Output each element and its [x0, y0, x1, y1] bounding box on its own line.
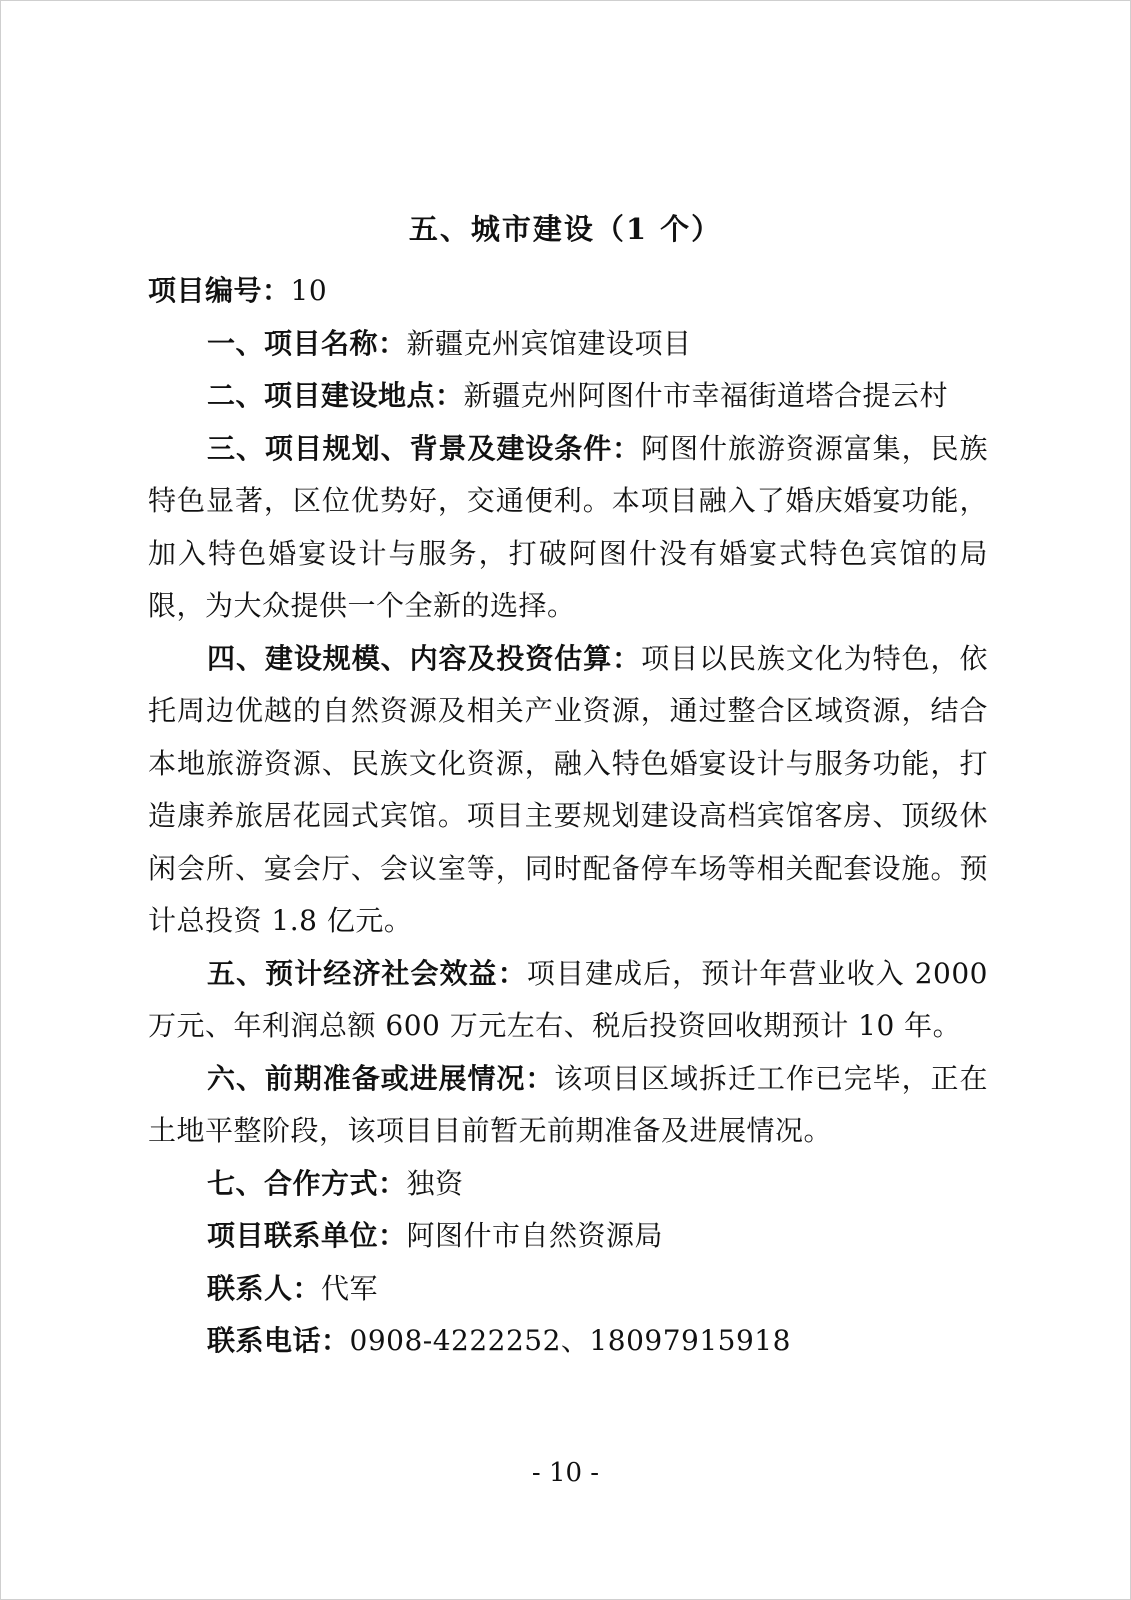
- project-benefits-paragraph: [148, 948, 988, 1053]
- item-label: 五、预计经济社会效益：: [207, 956, 527, 990]
- section-title: 五、城市建设（1 个）: [408, 212, 723, 246]
- item-value: 项目建成后，预计年营业收入 2000 万元、年利润总额 600 万元左右、税后投资回收期预计 10 年。: [148, 956, 988, 1042]
- item-label: 六、前期准备或进展情况：: [207, 1061, 555, 1095]
- page-number: - 10 -: [531, 1458, 600, 1488]
- item-label: 一、项目名称：: [207, 326, 407, 360]
- project-background-paragraph: [148, 423, 988, 633]
- cooperation-mode-line: [148, 1158, 988, 1211]
- item-value: 阿图什市自然资源局: [406, 1219, 664, 1252]
- contact-person-line: [148, 1263, 988, 1316]
- item-value: 代军: [321, 1271, 379, 1305]
- project-number-line: [148, 265, 988, 318]
- item-label: 项目联系单位：: [207, 1219, 407, 1252]
- project-scale-paragraph: [148, 633, 988, 948]
- contact-unit-line: [148, 1210, 988, 1263]
- item-value: 该项目区域拆迁工作已完毕，正在土地平整阶段，该项目目前暂无前期准备及进展情况。: [148, 1061, 988, 1147]
- item-label: 四、建设规模、内容及投资估算：: [207, 641, 642, 675]
- item-value: 0908-4222252、18097915918: [349, 1324, 791, 1357]
- item-value: 项目以民族文化为特色，依托周边优越的自然资源及相关产业资源，通过整合区域资源，结合本地旅游资源、民族文化资源，融入特色婚宴设计与服务功能，打造康养旅居花园式宾馆。项目主要规划建设高档宾馆客房、顶级休闲会所、宴会厅、会议室等，同时配备停车场等相关配套设施。预计总投资 1.8 亿元。: [148, 641, 988, 937]
- contact-phone-line: [148, 1315, 988, 1368]
- project-content: [148, 265, 988, 1368]
- item-label: 七、合作方式：: [207, 1166, 407, 1200]
- item-value: 独资: [406, 1166, 464, 1200]
- project-progress-paragraph: [148, 1053, 988, 1158]
- item-label: 联系人：: [207, 1271, 322, 1305]
- item-value: 新疆克州宾馆建设项目: [406, 326, 692, 360]
- project-name-line: [148, 318, 988, 371]
- item-value: 阿图什旅游资源富集，民族特色显著，区位优势好，交通便利。本项目融入了婚庆婚宴功能，加入特色婚宴设计与服务，打破阿图什没有婚宴式特色宾馆的局限，为大众提供一个全新的选择。: [148, 431, 988, 622]
- item-label: 二、项目建设地点：: [207, 379, 464, 412]
- project-number-label: 项目编号：: [148, 274, 291, 307]
- item-label: 三、项目规划、背景及建设条件：: [207, 431, 642, 465]
- item-value: 新疆克州阿图什市幸福街道塔合提云村: [463, 379, 949, 412]
- item-label: 联系电话：: [207, 1324, 350, 1357]
- project-location-line: [148, 370, 988, 423]
- project-number-value: 10: [290, 274, 328, 307]
